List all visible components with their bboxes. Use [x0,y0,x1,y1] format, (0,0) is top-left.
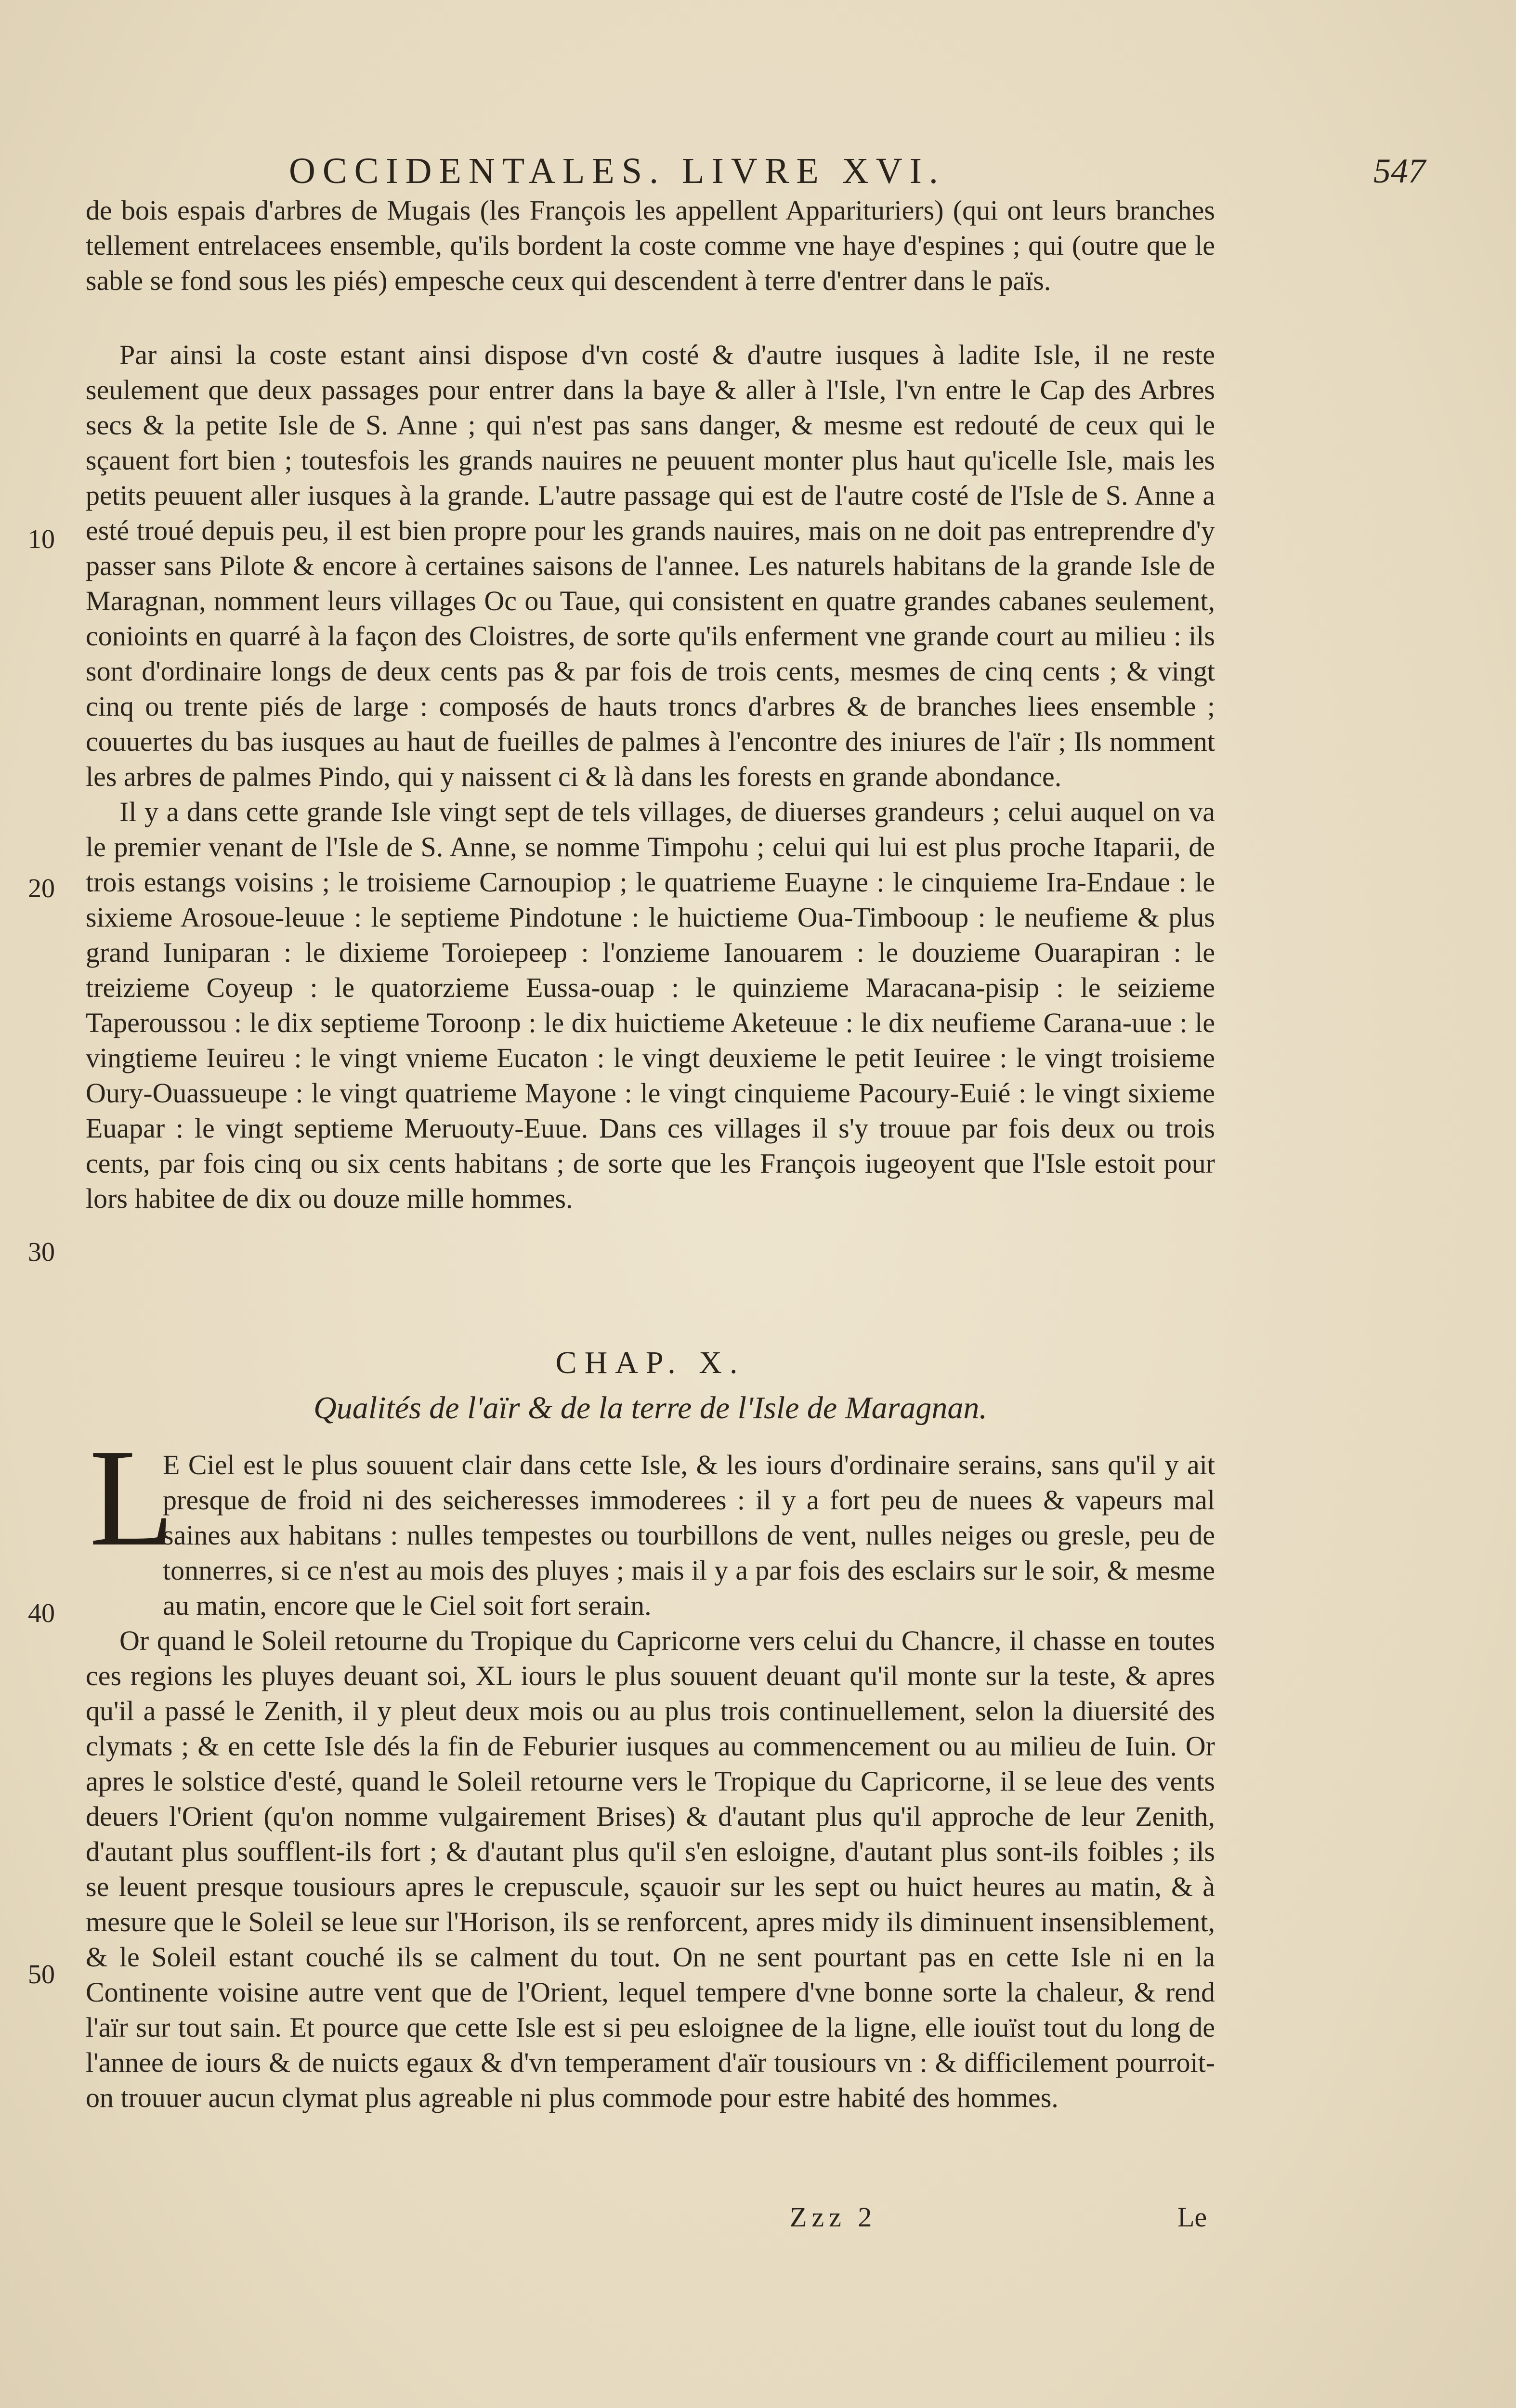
paragraph: Par ainsi la coste estant ainsi dispose d'vn costé & d'autre iusques à ladite Isle, il ne reste seulement que deux passages pour entrer dans la baye & aller à l'Isle, l'vn entre le Cap des Arbres secs & la petite Isle de S. Anne ; qui n'est pas sans danger, & mesme est redouté de ceux qui le sçauent fort bien ; toutesfois les grands nauires ne peuuent monter plus haut qu'icelle Isle, mais les petits peuuent aller iusques à la grande. L'autre passage qui est de l'autre costé de l'Isle de S. Anne a esté troué depuis peu, il est bien propre pour les grands nauires, mais on ne doit pas entreprendre d'y passer sans Pilote & encore à certaines saisons de l'annee. Les naturels habitans de la grande Isle de Maragnan, nomment leurs villages Oc ou Taue, qui consistent en quatre grandes cabanes seulement, conioints en quarré à la façon des Cloistres, de sorte qu'ils enferment vne grande court au milieu : ils sont d'ordinaire longs de deux cents pas & par fois de trois cents, mesmes de cinq cents ; & vingt cinq ou trente piés de large : composés de hauts troncs d'arbres & de branches liees ensemble ; couuertes du bas iusques au haut de fueilles de palmes à l'encontre des iniures de l'aïr ; Ils nomment les arbres de palmes Pindo, qui y naissent ci & là dans les forests en grande abondance. [86,339,1215,792]
text-block-top [86,193,1215,298]
page-header [289,144,1425,197]
signature-mark: Zzz 2 [790,2201,877,2233]
paragraph: de bois espais d'arbres de Mugais (les François les appellent Apparituriers) (qui ont leurs branches tellement entrelacees ensemble, qu'ils bordent la coste comme vne haye d'espines ; qui (outre que le sable se fond sous les piés) empesche ceux qui descendent à terre d'entrer dans le païs. [86,195,1215,296]
margin-line-number: 30 [28,1237,55,1267]
drop-capital: L [89,1420,175,1575]
paragraph: Or quand le Soleil retourne du Tropique du Capricorne vers celui du Chancre, il chasse en toutes ces regions les pluyes deuant soi, XL iours le plus souuent deuant qu'il monte sur la teste, & apres qu'il a passé le Zenith, il y pleut deux mois ou au plus trois continuellement, selon la diuersité des clymats ; & en cette Isle dés la fin de Feburier iusques au commencement ou au milieu de Iuin. Or apres le solstice d'esté, quand le Soleil retourne vers le Tropique du Capricorne, il se leue des vents deuers l'Orient (qu'on nomme vulgairement Brises) & d'autant plus qu'il approche de leur Zenith, d'autant plus soufflent-ils fort ; & d'autant plus qu'il s'en esloigne, d'autant plus sont-ils foibles ; ils se leuent presque tousiours apres le crepuscule, sçauoir sur les sept ou huict heures au matin, & à mesure que le Soleil se leue sur l'Horison, ils se renforcent, apres midy ils diminuent insensiblement, & le Soleil estant couché ils se calment du tout. On ne sent pourtant pas en cette Isle ni en la Continente voisine autre vent que de l'Orient, lequel tempere d'vne bonne sorte la chaleur, & rend l'aïr sur tout sain. Et pource que cette Isle est si peu esloignee de la ligne, elle iouïst tout du long de l'annee de iours & de nuicts egaux & d'vn temperament d'aïr tousiours vn : & difficilement pourroit-on trouuer aucun clymat plus agreable ni plus commode pour estre habité des hommes. [86,1625,1215,2113]
running-title: OCCIDENTALES. LIVRE XVI. [289,151,945,191]
page-number: 547 [1373,152,1425,190]
text-block-bottom [86,1447,1215,2115]
chapter-subtitle: Qualités de l'aïr & de la terre de l'Isle de Maragnan. [314,1390,987,1426]
margin-line-number: 10 [28,524,55,554]
text-block-middle [86,337,1215,1216]
paragraph: E Ciel est le plus souuent clair dans cette Isle, & les iours d'ordinaire serains, sans qu'il y ait presque de froid ni des seicheresses immoderees : il y a fort peu de nuees & vapeurs mal saines aux habitans : nulles tempestes ou tourbillons de vent, nulles neiges ou gresle, peu de tonnerres, si ce n'est au mois des pluyes ; mais il y a par fois des esclairs sur le soir, & mesme au matin, encore que le Ciel soit fort serain. [163,1449,1215,1621]
paragraph: Il y a dans cette grande Isle vingt sept de tels villages, de diuerses grandeurs ; celui auquel on va le premier venant de l'Isle de S. Anne, se nomme Timpohu ; celui qui lui est plus proche Itaparii, de trois estangs voisins ; le troisieme Carnoupiop ; le quatrieme Euayne : le cinquieme Ira-Endaue : le sixieme Arosoue-leuue : le septieme Pindotune : le huictieme Oua-Timbooup : le neufieme & plus grand Iuniparan : le dixieme Toroiepeep : l'onzieme Ianouarem : le douzieme Ouarapiran : le treizieme Coyeup : le quatorzieme Eussa-ouap : le quinzieme Maracana-pisip : le seizieme Taperoussou : le dix septieme Toroonp : le dix huictieme Aketeuue : le dix neufieme Carana-uue : le vingtieme Ieuireu : le vingt vnieme Eucaton : le vingt deuxieme le petit Ieuiree : le vingt troisieme Oury-Ouassueupe : le vingt quatrieme Mayone : le vingt cinquieme Pacoury-Euié : le vingt sixieme Euapar : le vingt septieme Meruouty-Euue. Dans ces villages il s'y trouue par fois deux ou trois cents, par fois cinq ou six cents habitans ; de sorte que les François iugeoyent que l'Isle estoit pour lors habitee de dix ou douze mille hommes. [86,796,1215,1214]
margin-line-number: 40 [28,1598,55,1628]
margin-line-number: 50 [28,1960,55,1989]
catchword: Le [1177,2201,1207,2233]
margin-line-number: 20 [28,874,55,903]
chapter-heading: CHAP. X. [555,1345,745,1380]
